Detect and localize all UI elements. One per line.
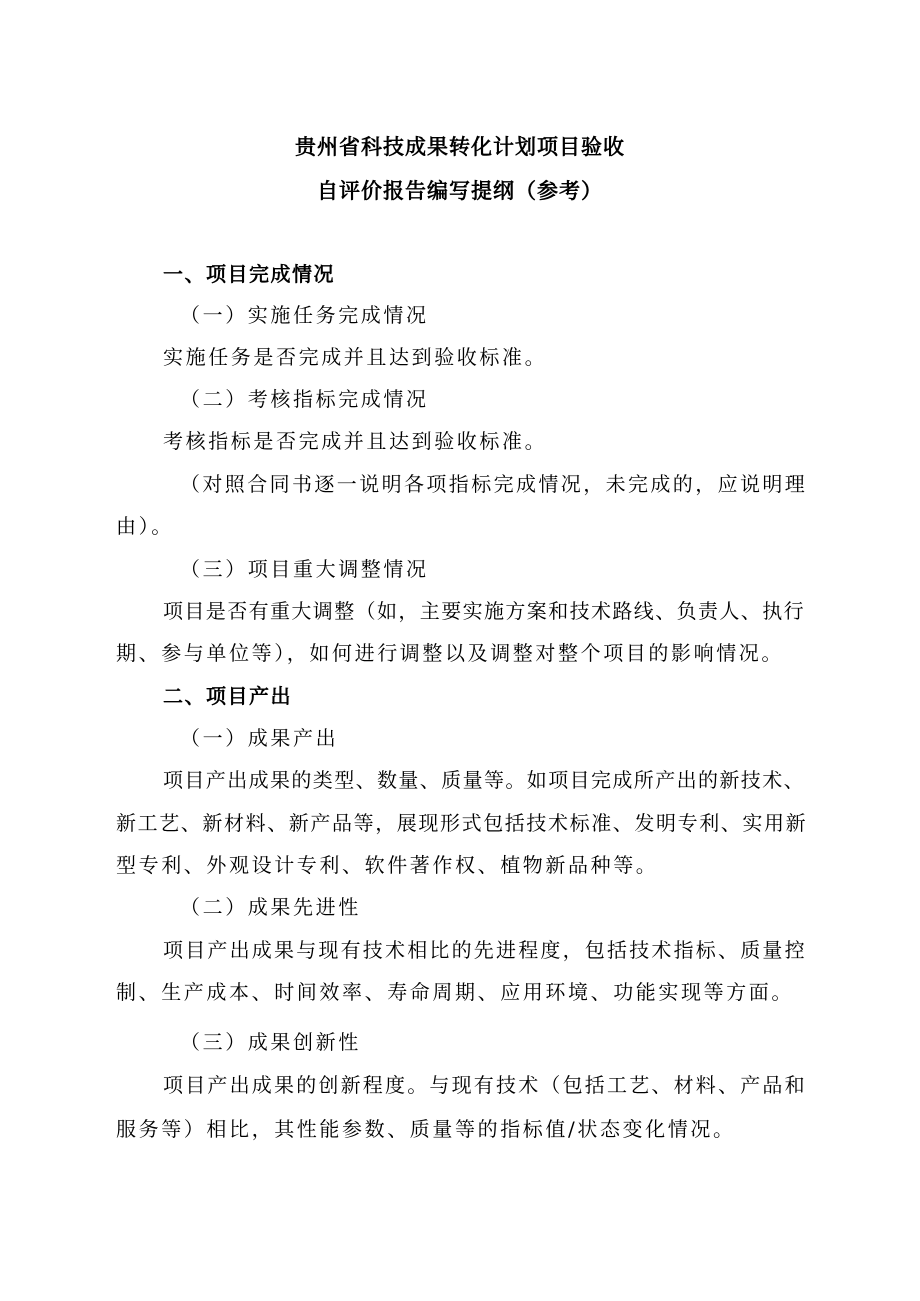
section-2-sub-3-body-line-2: 服务等）相比，其性能参数、质量等的指标值/状态变化情况。 [116,1117,736,1141]
section-2-sub-1-title: （一）成果产出 [180,726,339,750]
section-1-sub-2-title: （二）考核指标完成情况 [180,387,429,411]
document-title-line-1: 贵州省科技成果转化计划项目验收 [295,134,625,159]
section-2-sub-2-title: （二）成果先进性 [180,895,361,919]
document-title-line-2: 自评价报告编写提纲（参考） [317,178,603,203]
section-2-sub-1-body-line-2: 新工艺、新材料、新产品等，展现形式包括技术标准、发明专利、实用新 [116,811,808,835]
section-2-sub-1-body-line-3: 型专利、外观设计专利、软件著作权、植物新品种等。 [116,853,659,877]
section-1-heading: 一、项目完成情况 [163,262,335,286]
section-2-sub-3-body-line-1: 项目产出成果的创新程度。与现有技术（包括工艺、材料、产品和 [163,1073,807,1097]
section-1-sub-1-title: （一）实施任务完成情况 [180,303,429,327]
section-2-heading: 二、项目产出 [163,684,292,708]
section-1-sub-3-body-line-1: 项目是否有重大调整（如，主要实施方案和技术路线、负责人、执行 [163,599,805,623]
section-2-sub-1-body-line-1: 项目产出成果的类型、数量、质量等。如项目完成所产出的新技术、 [163,768,805,792]
section-2-sub-3-title: （三）成果创新性 [180,1030,361,1054]
section-1-sub-2-note-line-1: （对照合同书逐一说明各项指标完成情况，未完成的，应说明理 [180,472,808,496]
section-1-sub-3-body-line-2: 期、参与单位等），如何进行调整以及调整对整个项目的影响情况。 [116,641,784,665]
section-1-sub-3-title: （三）项目重大调整情况 [180,557,429,581]
section-1-sub-1-body: 实施任务是否完成并且达到验收标准。 [163,345,548,369]
section-2-sub-2-body-line-1: 项目产出成果与现有技术相比的先进程度，包括技术指标、质量控 [163,938,807,962]
section-1-sub-2-note-line-2: 由）。 [116,514,174,538]
section-1-sub-2-body: 考核指标是否完成并且达到验收标准。 [163,429,548,453]
section-2-sub-2-body-line-2: 制、生产成本、时间效率、寿命周期、应用环境、功能实现等方面。 [116,980,794,1004]
